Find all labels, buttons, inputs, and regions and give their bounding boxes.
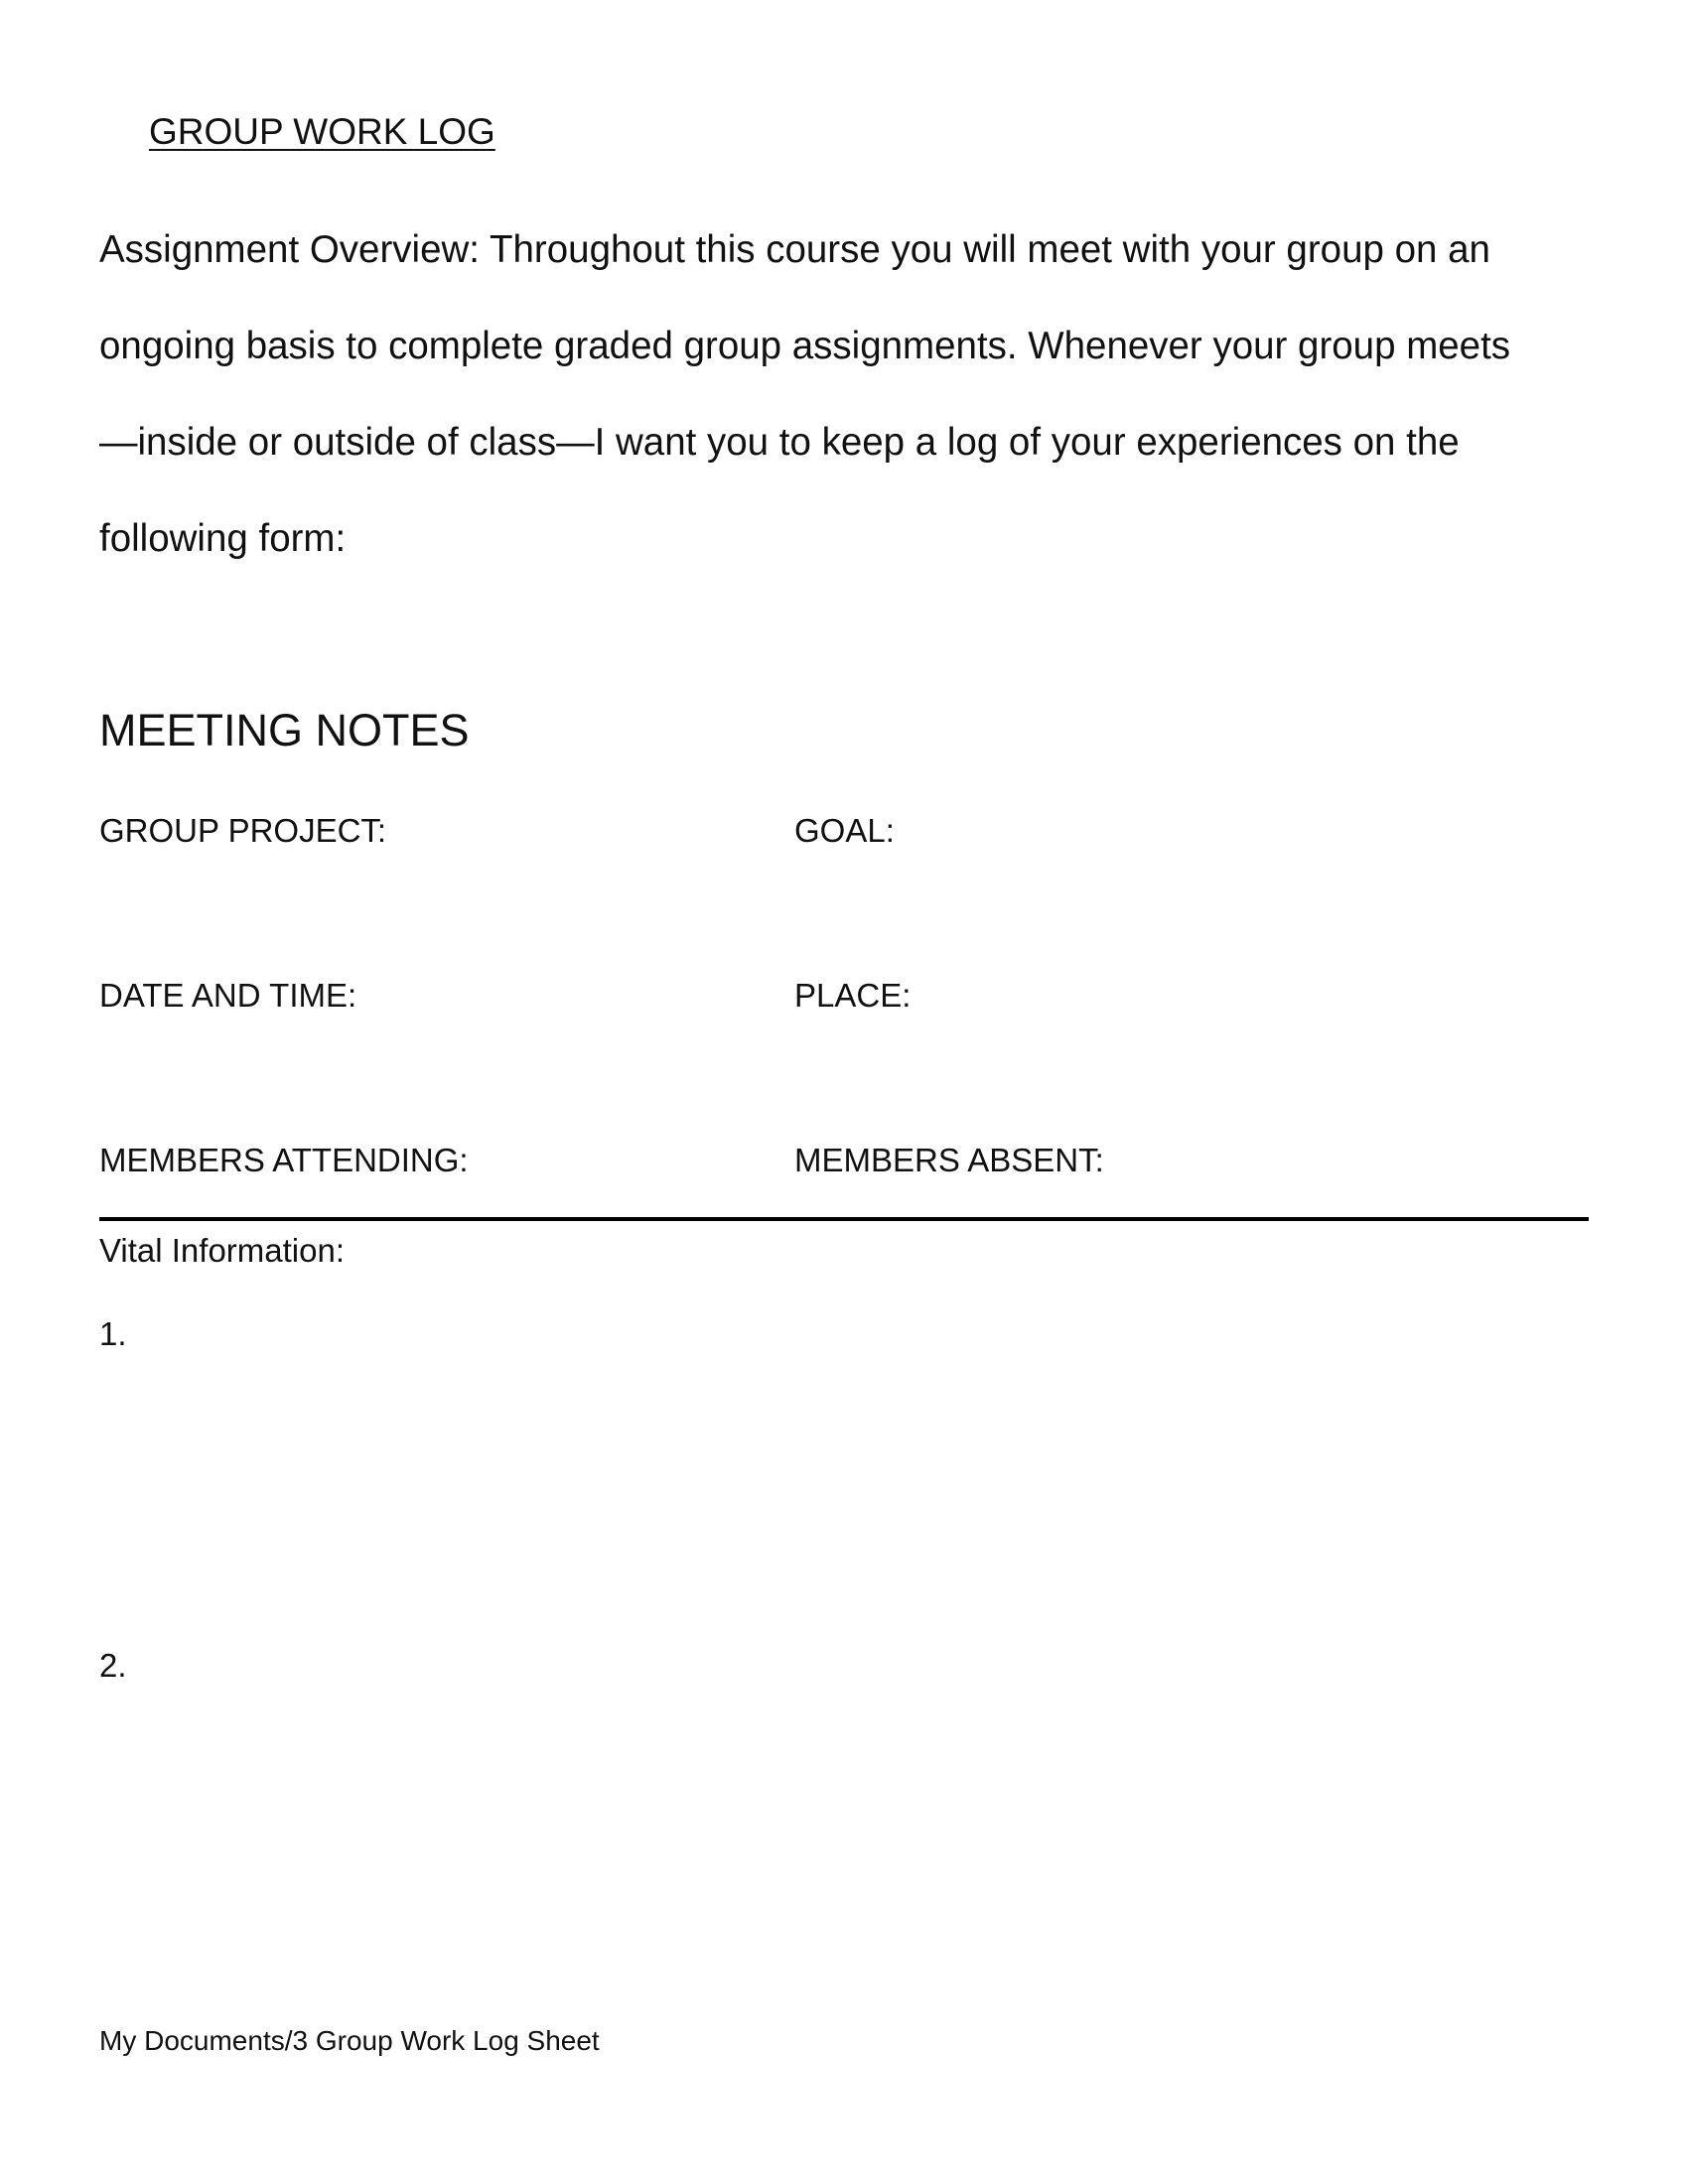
document-title: GROUP WORK LOG [149,111,495,152]
assignment-overview [99,202,1599,587]
overview-line: —inside or outside of class—I want you to keep a log of your experiences on the [99,421,1460,464]
overview-line: ongoing basis to complete graded group assignments. Whenever your group meets [99,325,1511,367]
members-attending-label: MEMBERS ATTENDING: [99,1142,469,1178]
overview-line: Assignment Overview: Throughout this course you will meet with your group on an [99,228,1490,271]
list-item-number: 1. [99,1315,127,1352]
group-project-label: GROUP PROJECT: [99,812,387,849]
place-label: PLACE: [794,977,912,1014]
date-and-time-label: DATE AND TIME: [99,977,357,1014]
members-absent-label: MEMBERS ABSENT: [794,1142,1104,1178]
overview-line: following form: [99,517,347,560]
vital-information-label: Vital Information: [99,1232,346,1269]
section-divider [99,1217,1589,1221]
goal-label: GOAL: [794,812,895,849]
footer-file-path: My Documents/3 Group Work Log Sheet [99,2025,600,2056]
list-item-number: 2. [99,1647,127,1684]
meeting-notes-heading: MEETING NOTES [99,705,470,755]
